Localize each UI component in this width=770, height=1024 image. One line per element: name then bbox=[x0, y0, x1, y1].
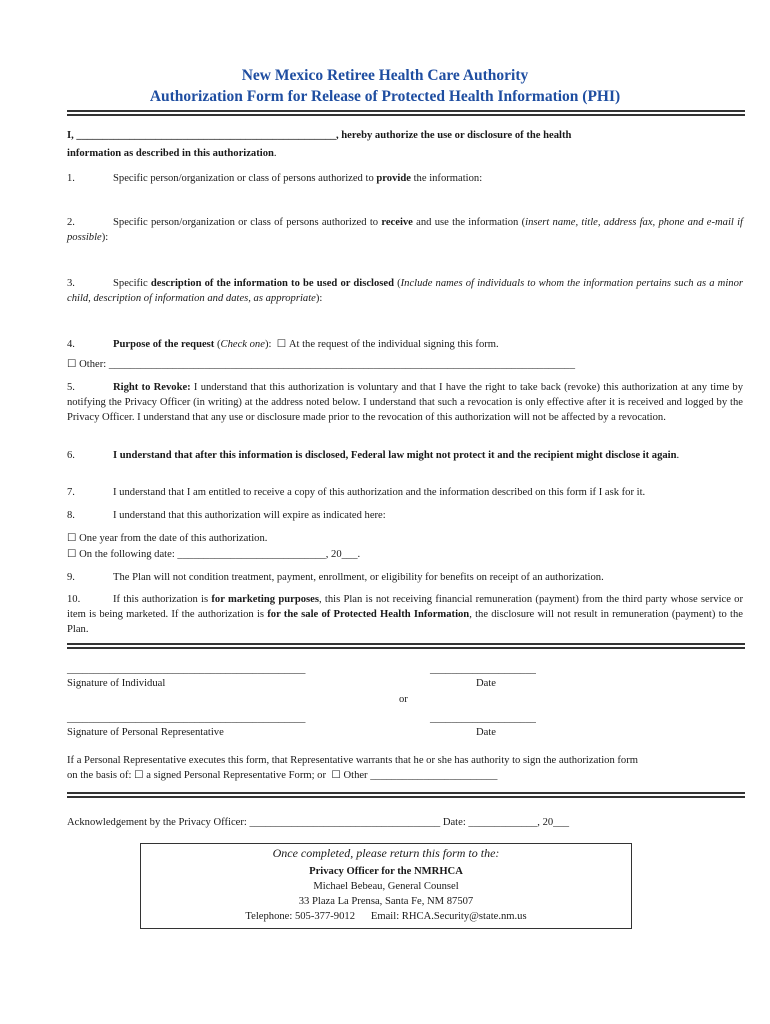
item-8-number: 8. bbox=[67, 510, 75, 521]
signature-divider bbox=[67, 643, 745, 649]
item-2-number: 2. bbox=[67, 217, 75, 228]
rep-signature-line[interactable]: _____________________________________________ bbox=[67, 713, 306, 724]
expire-one-year-checkbox[interactable]: ☐ bbox=[67, 533, 77, 544]
email[interactable]: Email: RHCA.Security@state.nm.us bbox=[370, 911, 527, 922]
item-4-post: ): bbox=[264, 339, 272, 350]
intro-line-2-text: information as described in this authorization bbox=[67, 148, 274, 159]
item-4 bbox=[67, 337, 743, 352]
item-1-number: 1. bbox=[67, 173, 75, 184]
item-6 bbox=[67, 448, 743, 463]
item-1-bold: provide bbox=[376, 173, 411, 184]
individual-date-label: Date bbox=[476, 678, 496, 689]
item-6-number: 6. bbox=[67, 450, 75, 461]
return-address-box bbox=[140, 843, 632, 929]
item-7-number: 7. bbox=[67, 487, 75, 498]
item-4-bold: Purpose of the request bbox=[113, 339, 215, 350]
item-3-italic: Include names of individuals to whom the information pertains such as a minor child, description of information and dates, as appropriate bbox=[67, 278, 743, 304]
item-2 bbox=[67, 215, 743, 245]
rep-date-line[interactable]: ____________________ bbox=[430, 713, 536, 724]
form-title: Authorization Form for Release of Protected Health Information (PHI) bbox=[149, 88, 621, 105]
item-3-mid: ( bbox=[394, 278, 401, 289]
item-3-pre: Specific bbox=[113, 278, 151, 289]
or-separator: or bbox=[399, 694, 408, 705]
item-2-mid: and use the information ( bbox=[412, 217, 526, 228]
item-4-italic: Check one bbox=[220, 339, 265, 350]
item-1-post: the information: bbox=[410, 173, 483, 184]
item-9-text: The Plan will not condition treatment, payment, enrollment, or eligibility for benefits on receipt of an authorization. bbox=[113, 572, 604, 583]
intro-line-2-end: . bbox=[273, 148, 277, 159]
purpose-other-field[interactable]: Other: ________________________________________________________________________________________ bbox=[79, 359, 575, 370]
expire-date-field[interactable]: On the following date: ____________________________, 20___. bbox=[79, 549, 361, 560]
rep-other-field[interactable]: Other ________________________ bbox=[343, 770, 498, 781]
individual-signature-line[interactable]: _____________________________________________ bbox=[67, 664, 306, 675]
item-2-bold: receive bbox=[381, 217, 413, 228]
privacy-officer-acknowledgement[interactable]: Acknowledgement by the Privacy Officer: ____________________________________ Date: _____________, 20___ bbox=[67, 817, 570, 828]
item-5 bbox=[67, 380, 743, 425]
rep-date-label: Date bbox=[476, 727, 496, 738]
individual-date-line[interactable]: ____________________ bbox=[430, 664, 536, 675]
expire-date-checkbox[interactable]: ☐ bbox=[67, 549, 77, 560]
individual-signature-label: Signature of Individual bbox=[67, 678, 166, 689]
rep-form-label: a signed Personal Representative Form; or bbox=[146, 770, 327, 781]
rep-other-checkbox[interactable]: ☐ bbox=[331, 770, 341, 781]
intro-line-2 bbox=[67, 146, 743, 161]
item-7 bbox=[67, 485, 743, 500]
rep-note-line-2 bbox=[67, 768, 743, 783]
intro-line-1: I, _________________________________________________, hereby authorize the use or disclosure of the health bbox=[67, 130, 572, 141]
item-5-text: I understand that this authorization is voluntary and that I have the right to take back (revoke) this authorization at any time by notifying the Privacy Officer (in writing) at the address noted below. I understand that such a revocation is only effective after it is received and logged by the Privacy Officer. I understand that any use or disclosure made prior to the revocation of this authorization will not be affected by a revocation. bbox=[67, 382, 743, 423]
rep-signature-label: Signature of Personal Representative bbox=[67, 727, 224, 738]
item-7-text: I understand that I am entitled to receive a copy of this authorization and the information described on this form if I ask for it. bbox=[113, 487, 646, 498]
rep-form-checkbox[interactable]: ☐ bbox=[134, 770, 144, 781]
item-6-bold: I understand that after this information is disclosed, Federal law might not protect it and the recipient might disclose it again bbox=[113, 450, 677, 461]
item-3-post: ): bbox=[315, 293, 323, 304]
item-9 bbox=[67, 570, 743, 585]
header-divider bbox=[67, 110, 745, 116]
item-4-mid: ( bbox=[214, 339, 221, 350]
org-title: New Mexico Retiree Health Care Authority bbox=[241, 67, 529, 84]
item-8 bbox=[67, 508, 743, 523]
rep-note-line-1: If a Personal Representative executes this form, that Representative warrants that he or she has authority to sign the authorization form bbox=[67, 755, 639, 766]
item-3 bbox=[67, 276, 743, 306]
item-10-post: , the disclosure will not result in remuneration (payment) to the Plan. bbox=[67, 609, 744, 635]
item-3-bold: description of the information to be used or disclosed bbox=[150, 278, 394, 289]
item-9-number: 9. bbox=[67, 572, 75, 583]
return-heading: Once completed, please return this form to the: bbox=[272, 846, 500, 860]
item-2-post: ): bbox=[101, 232, 109, 243]
rep-note-basis-label: on the basis of: bbox=[67, 770, 132, 781]
item-1-pre: Specific person/organization or class of persons authorized to bbox=[113, 173, 377, 184]
item-5-bold: Right to Revoke: bbox=[113, 382, 191, 393]
item-10-pre: If this authorization is bbox=[113, 594, 212, 605]
item-10-bold-2: for the sale of Protected Health Information bbox=[267, 609, 470, 620]
item-3-number: 3. bbox=[67, 278, 75, 289]
acknowledgement-divider bbox=[67, 792, 745, 798]
counsel-name: Michael Bebeau, General Counsel bbox=[313, 881, 459, 892]
item-8-text: I understand that this authorization will expire as indicated here: bbox=[113, 510, 386, 521]
item-10-number: 10. bbox=[67, 594, 81, 605]
item-5-number: 5. bbox=[67, 382, 75, 393]
item-2-pre: Specific person/organization or class of persons authorized to bbox=[113, 217, 382, 228]
privacy-officer-title: Privacy Officer for the NMRHCA bbox=[309, 866, 463, 877]
purpose-other-checkbox[interactable]: ☐ bbox=[67, 359, 77, 370]
item-6-post: . bbox=[676, 450, 680, 461]
item-10 bbox=[67, 592, 743, 637]
purpose-other-row bbox=[67, 357, 743, 372]
mailing-address: 33 Plaza La Prensa, Santa Fe, NM 87507 bbox=[298, 896, 474, 907]
telephone: Telephone: 505-377-9012 bbox=[245, 911, 355, 922]
item-10-bold-1: for marketing purposes bbox=[211, 594, 319, 605]
item-2-italic: insert name, title, address fax, phone and e-mail if possible bbox=[67, 217, 743, 243]
contact-line bbox=[141, 909, 631, 924]
item-1 bbox=[67, 171, 743, 186]
expire-one-year-row bbox=[67, 531, 743, 546]
item-4-number: 4. bbox=[67, 339, 75, 350]
purpose-individual-label: At the request of the individual signing this form. bbox=[288, 339, 499, 350]
expire-one-year-label: One year from the date of this authorization. bbox=[79, 533, 268, 544]
purpose-individual-checkbox[interactable]: ☐ bbox=[276, 339, 287, 350]
item-10-mid: , this Plan is not receiving financial remuneration (payment) from the third party whose service or item is being marketed. If the authorization is bbox=[67, 594, 744, 620]
expire-date-row bbox=[67, 547, 743, 562]
